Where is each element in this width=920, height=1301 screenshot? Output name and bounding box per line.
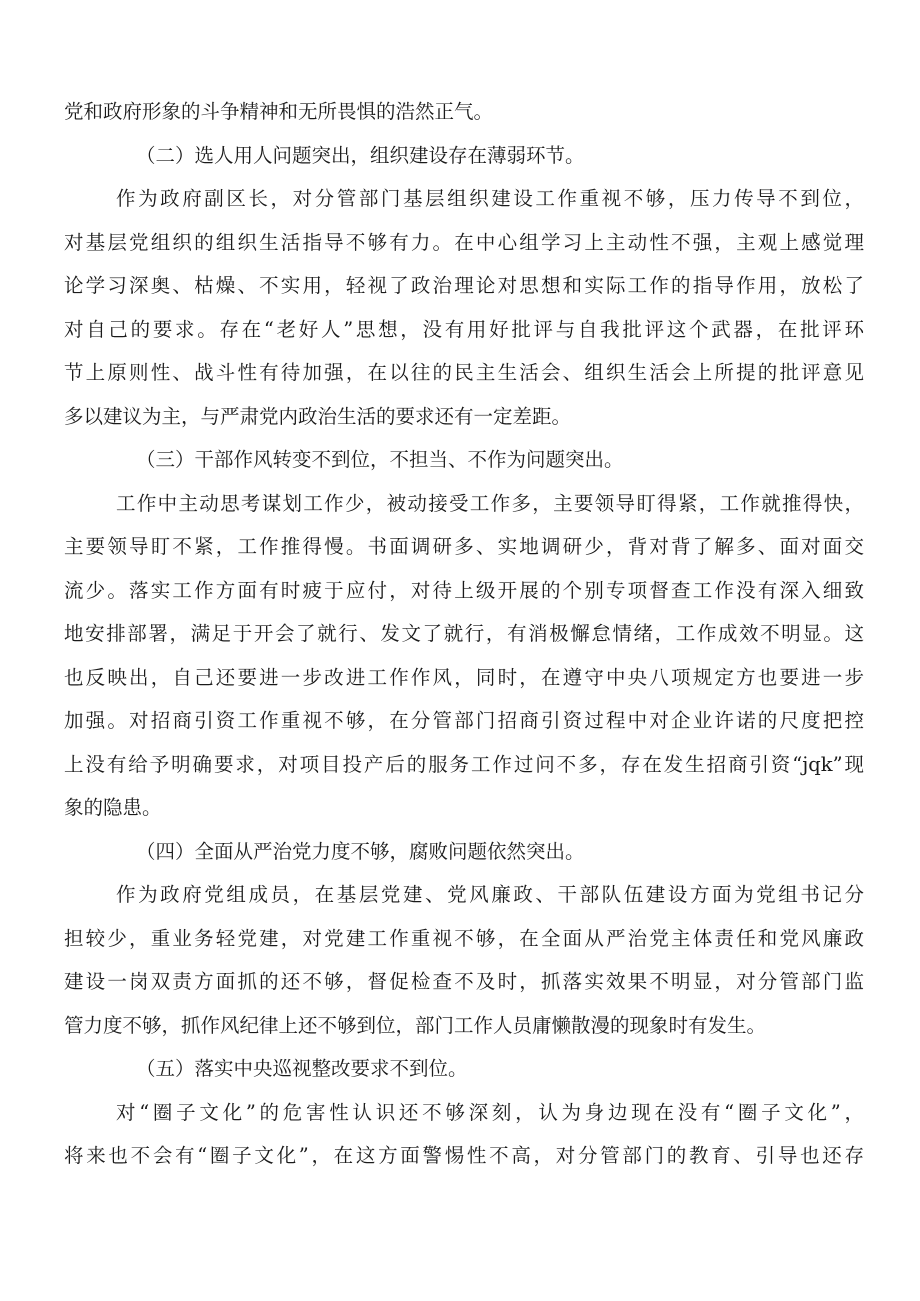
paragraph-line: 作为政府副区长，对分管部门基层组织建设工作重视不够，压力传导不到位， — [116, 187, 864, 210]
paragraph-line: 对基层党组织的组织生活指导不够有力。在中心组学习上主动性不强，主观上感觉理 — [64, 230, 864, 254]
paragraph-line: 将来也不会有“圈子文化”，在这方面警惕性不高，对分管部门的教育、引导也还存 — [64, 1144, 864, 1167]
paragraph-line: 也反映出，自己还要进一步改进工作作风，同时，在遵守中央八项规定方也要进一步 — [64, 665, 864, 689]
paragraph-line: 工作中主动思考谋划工作少，被动接受工作多，主要领导盯得紧，工作就推得快， — [116, 491, 864, 515]
paragraph-line: 多以建议为主，与严肃党内政治生活的要求还有一定差距。 — [64, 404, 572, 428]
paragraph-line: 地安排部署，满足于开会了就行、发文了就行，有消极懈怠情绪，工作成效不明显。这 — [64, 622, 864, 645]
section-heading: （五）落实中央巡视整改要求不到位。 — [136, 1057, 468, 1080]
paragraph-line: 建设一岗双责方面抓的还不够，督促检查不及时，抓落实效果不明显，对分管部门监 — [64, 970, 864, 993]
paragraph-line: 担较少，重业务轻党建，对党建工作重视不够，在全面从严治党主体责任和党风廉政 — [64, 926, 864, 950]
paragraph-line: 对“圈子文化”的危害性认识还不够深刻，认为身边现在没有“圈子文化”， — [116, 1100, 864, 1124]
paragraph-line: 党和政府形象的斗争精神和无所畏惧的浩然正气。 — [64, 100, 494, 123]
paragraph-line: 象的隐患。 — [64, 796, 162, 819]
section-heading: （四）全面从严治党力度不够，腐败问题依然突出。 — [136, 839, 585, 863]
paragraph-line: 上没有给予明确要求，对项目投产后的服务工作过问不多，存在发生招商引资“jqk”现 — [64, 752, 864, 776]
section-heading: （三）干部作风转变不到位，不担当、不作为问题突出。 — [136, 448, 624, 471]
paragraph-line: 主要领导盯不紧，工作推得慢。书面调研多、实地调研少，背对背了解多、面对面交 — [64, 535, 864, 558]
paragraph-line: 流少。落实工作方面有时疲于应付，对待上级开展的个别专项督查工作没有深入细致 — [64, 578, 864, 602]
document-body — [64, 90, 864, 1178]
paragraph-line: 对自己的要求。存在“老好人”思想，没有用好批评与自我批评这个武器，在批评环 — [64, 317, 864, 341]
paragraph-line: 管力度不够，抓作风纪律上还不够到位，部门工作人员庸懒散漫的现象时有发生。 — [64, 1013, 767, 1037]
section-heading: （二）选人用人问题突出，组织建设存在薄弱环节。 — [136, 143, 585, 167]
paragraph-line: 论学习深奥、枯燥、不实用，轻视了政治理论对思想和实际工作的指导作用，放松了 — [64, 274, 864, 297]
paragraph-line: 节上原则性、战斗性有待加强，在以往的民主生活会、组织生活会上所提的批评意见 — [64, 361, 864, 384]
paragraph-line: 加强。对招商引资工作重视不够，在分管部门招商引资过程中对企业许诺的尺度把控 — [64, 709, 864, 732]
paragraph-line: 作为政府党组成员，在基层党建、党风廉政、干部队伍建设方面为党组书记分 — [116, 883, 864, 906]
